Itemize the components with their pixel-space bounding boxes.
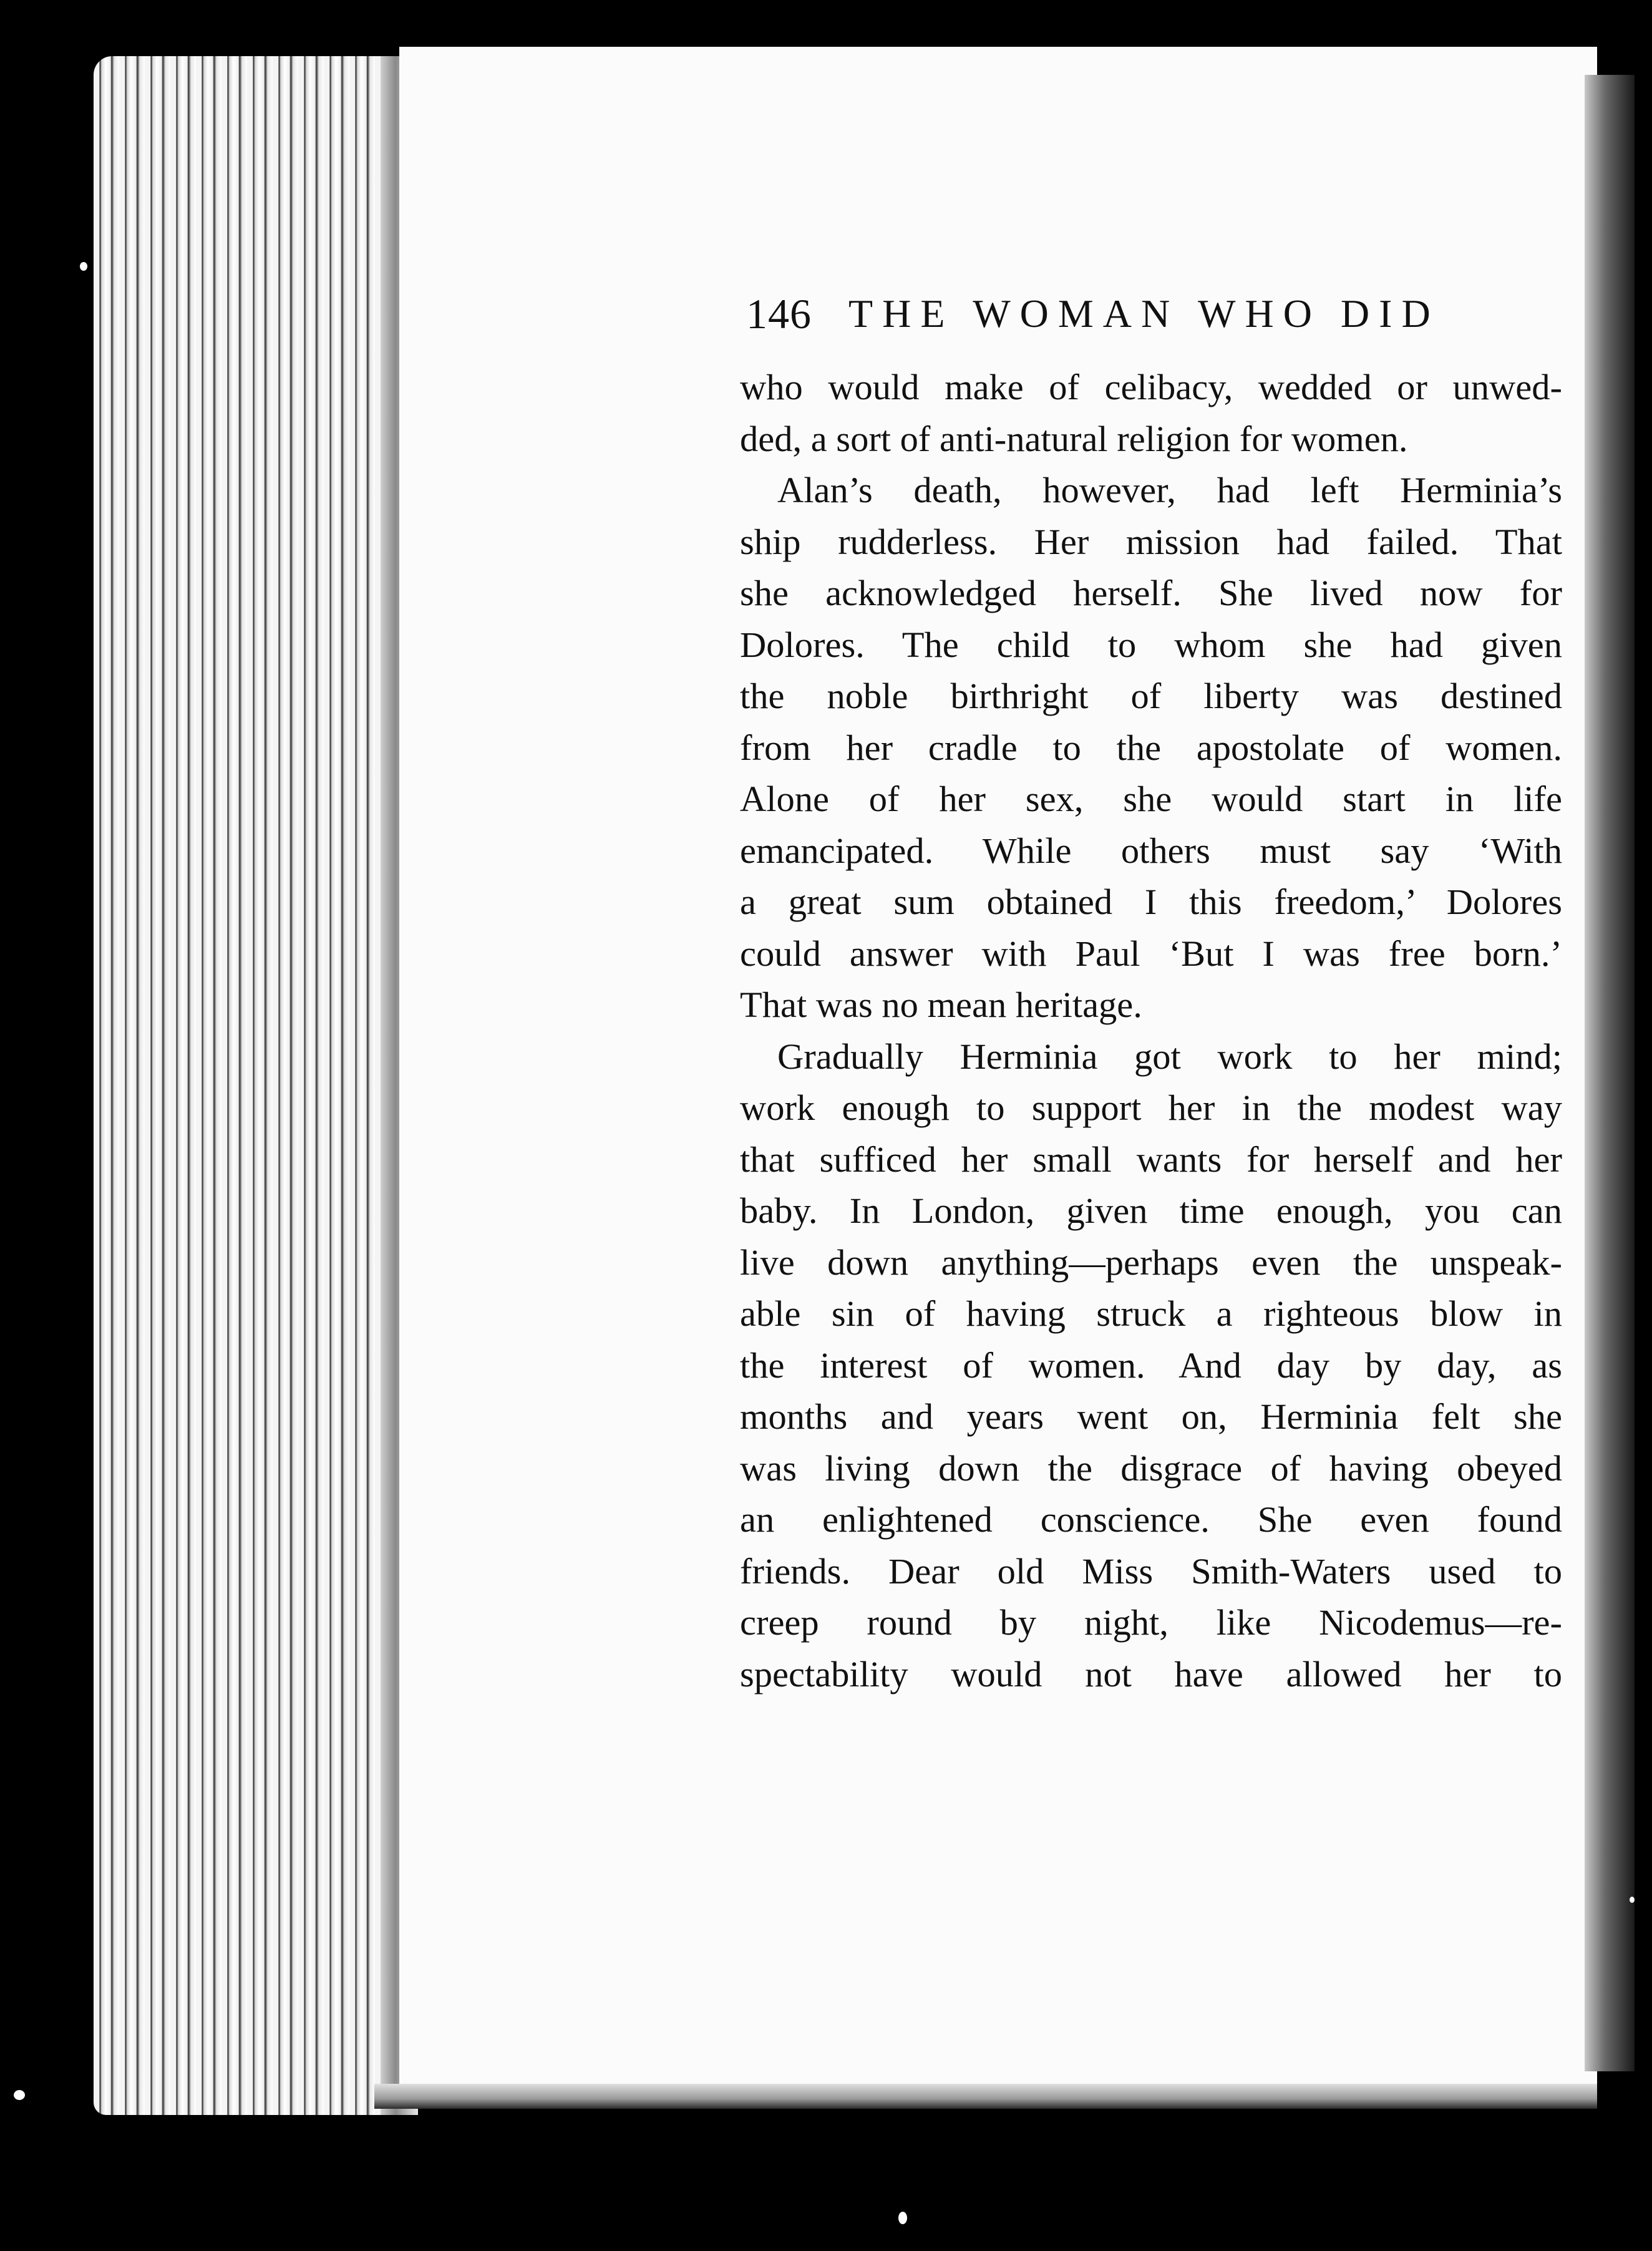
text-line: months and years went on, Herminia felt she [740, 1396, 1562, 1437]
text-line: ded, a sort of anti-natural religion for women. [740, 418, 1408, 459]
text-line: from her cradle to the apostolate of women. [740, 727, 1562, 768]
scan-speck [14, 2090, 25, 2100]
text-line: creep round by night, like Nicodemus—re- [740, 1602, 1562, 1643]
text-line: Gradually Herminia got work to her mind; [777, 1036, 1562, 1077]
text-line: an enlightened conscience. She even found [740, 1499, 1562, 1540]
body-text [740, 362, 1562, 1700]
text-line: she acknowledged herself. She lived now for [740, 573, 1562, 613]
text-line: that sufficed her small wants for herself and her [740, 1139, 1562, 1180]
text-line: spectability would not have allowed her to [740, 1653, 1562, 1694]
page-edges [94, 56, 418, 2115]
text-line: emancipated. While others must say ‘With [740, 830, 1562, 871]
text-line: baby. In London, given time enough, you can [740, 1190, 1562, 1231]
text-line: the interest of women. And day by day, as [740, 1344, 1562, 1386]
text-line: the noble birthright of liberty was destined [740, 676, 1562, 716]
running-title: THE WOMAN WHO DID [848, 291, 1440, 336]
text-line: was living down the disgrace of having obeyed [740, 1447, 1562, 1489]
text-line: Alone of her sex, she would start in life [740, 779, 1562, 819]
text-line: Alan’s death, however, had left Herminia’s [777, 470, 1562, 510]
text-line: work enough to support her in the modest way [740, 1087, 1562, 1128]
text-line: able sin of having struck a righteous blow in [740, 1293, 1562, 1334]
page-number: 146 [746, 290, 812, 338]
scan-speck [1630, 1897, 1635, 1903]
text-line: Dolores. The child to whom she had given [740, 624, 1562, 665]
scan-speck [898, 2212, 907, 2224]
text-line: That was no mean heritage. [740, 985, 1142, 1025]
running-header [746, 286, 1520, 342]
text-line: could answer with Paul ‘But I was free born.’ [740, 933, 1562, 974]
text-line: a great sum obtained I this freedom,’ Dolores [740, 882, 1562, 922]
scan-speck [80, 262, 87, 271]
text-line: live down anything—perhaps even the unspeak- [740, 1242, 1562, 1283]
gutter-shadow [1585, 75, 1635, 2071]
text-line: friends. Dear old Miss Smith-Waters used to [740, 1550, 1562, 1592]
bottom-page-edge [374, 2084, 1597, 2109]
text-line: who would make of celibacy, wedded or unwed- [740, 367, 1562, 407]
text-line: ship rudderless. Her mission had failed. That [740, 521, 1562, 562]
